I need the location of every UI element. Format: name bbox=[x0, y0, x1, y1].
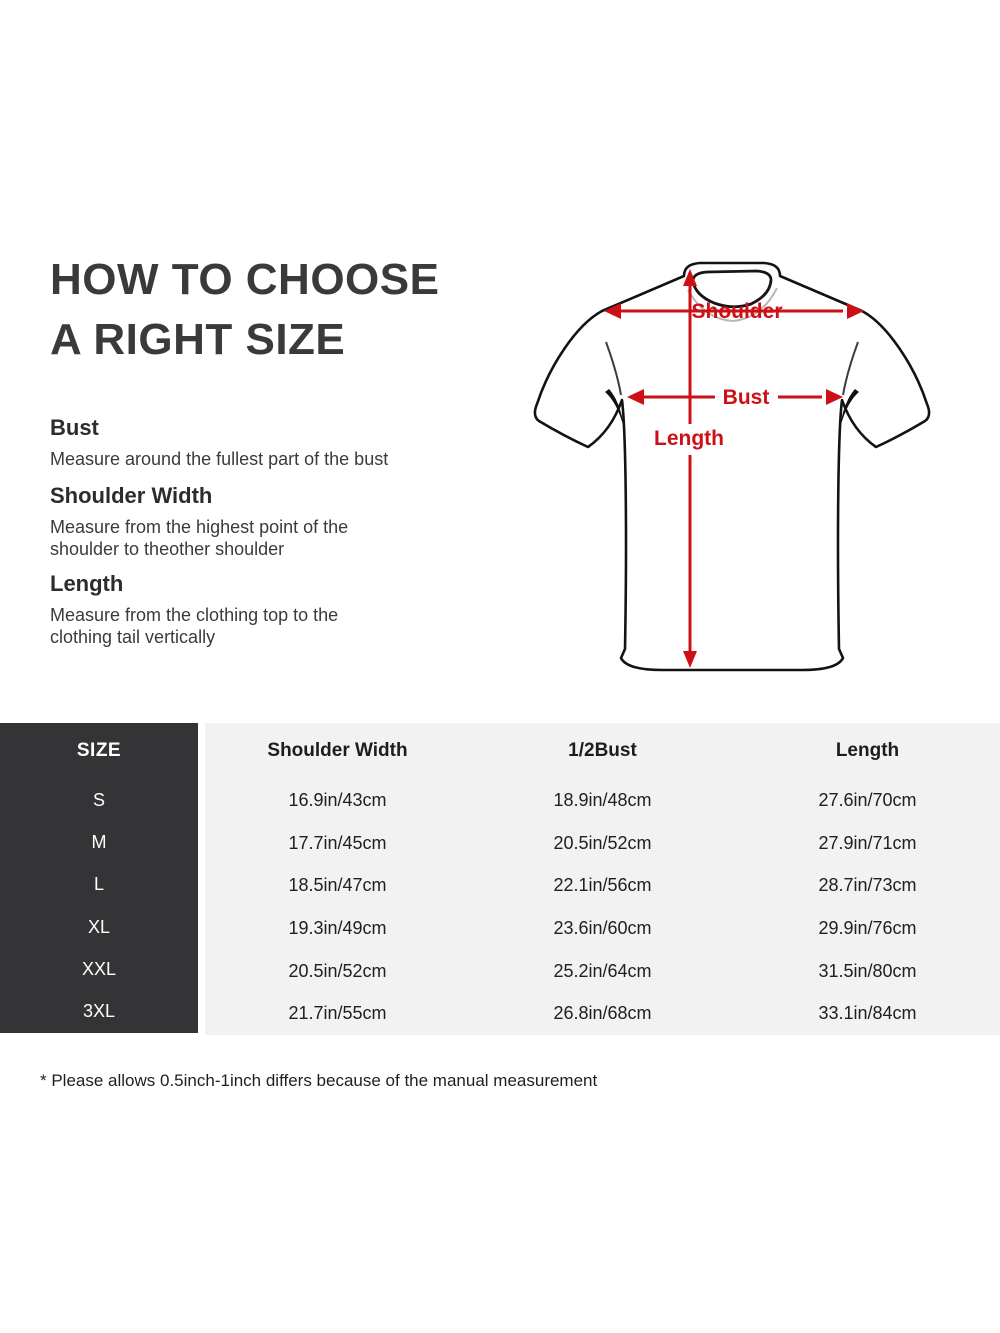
size-label-3xl: 3XL bbox=[82, 1001, 116, 1022]
page-title-line1: HOW TO CHOOSE bbox=[50, 255, 440, 304]
cell-length: 31.5in/80cm bbox=[818, 960, 917, 981]
tshirt-diagram bbox=[500, 240, 960, 680]
tshirt-outline bbox=[535, 263, 929, 670]
shoulder-arrow-label: Shoulder bbox=[691, 300, 783, 323]
cell-length: 28.7in/73cm bbox=[818, 875, 917, 896]
cell-shoulder-width: 19.3in/49cm bbox=[288, 917, 387, 938]
cell-length: 29.9in/76cm bbox=[818, 917, 917, 938]
size-label-xxl: XXL bbox=[81, 958, 117, 979]
table-row bbox=[205, 950, 1000, 993]
cell-half-bust: 20.5in/52cm bbox=[553, 832, 652, 853]
size-table-body bbox=[205, 723, 1000, 1035]
instruction-length bbox=[50, 571, 400, 648]
bust-arrow-label: Bust bbox=[722, 386, 770, 409]
column-header-length: Length bbox=[835, 740, 900, 761]
cell-half-bust: 22.1in/56cm bbox=[553, 875, 652, 896]
length-arrow-label: Length bbox=[654, 427, 724, 450]
instruction-length-text: Measure from the clothing top to the clothing tail vertically bbox=[50, 605, 339, 647]
instruction-bust bbox=[50, 415, 480, 470]
cell-half-bust: 26.8in/68cm bbox=[553, 1003, 652, 1024]
instruction-shoulder-text: Measure from the highest point of the shoulder to theother shoulder bbox=[50, 517, 349, 559]
size-label-xl: XL bbox=[87, 916, 111, 937]
cell-length: 33.1in/84cm bbox=[818, 1003, 917, 1024]
table-row bbox=[205, 779, 1000, 822]
table-row bbox=[205, 864, 1000, 907]
measurement-disclaimer: * Please allows 0.5inch-1inch differs because of the manual measurement bbox=[40, 1071, 598, 1090]
size-column-header: SIZE bbox=[76, 740, 122, 761]
cell-length: 27.9in/71cm bbox=[818, 832, 917, 853]
cell-shoulder-width: 21.7in/55cm bbox=[288, 1003, 387, 1024]
cell-half-bust: 25.2in/64cm bbox=[553, 960, 652, 981]
cell-half-bust: 18.9in/48cm bbox=[553, 789, 652, 810]
size-table-header-row bbox=[205, 723, 1000, 779]
cell-shoulder-width: 18.5in/47cm bbox=[288, 875, 387, 896]
page-title-line2: A RIGHT SIZE bbox=[50, 315, 346, 364]
column-header-shoulder-width: Shoulder Width bbox=[267, 740, 408, 761]
instruction-shoulder-width bbox=[50, 483, 405, 560]
cell-length: 27.6in/70cm bbox=[818, 789, 917, 810]
instruction-shoulder-heading: Shoulder Width bbox=[50, 483, 213, 508]
table-row bbox=[205, 907, 1000, 950]
size-table-size-column bbox=[0, 723, 198, 1033]
table-row bbox=[205, 992, 1000, 1035]
table-row bbox=[205, 822, 1000, 865]
instruction-bust-text: Measure around the fullest part of the bust bbox=[50, 449, 389, 469]
column-header-half-bust: 1/2Bust bbox=[568, 740, 637, 761]
size-label-s: S bbox=[92, 789, 105, 810]
cell-shoulder-width: 20.5in/52cm bbox=[288, 960, 387, 981]
instruction-length-heading: Length bbox=[50, 571, 124, 596]
cell-shoulder-width: 16.9in/43cm bbox=[288, 789, 387, 810]
cell-shoulder-width: 17.7in/45cm bbox=[288, 832, 387, 853]
instruction-bust-heading: Bust bbox=[50, 415, 99, 440]
cell-half-bust: 23.6in/60cm bbox=[553, 917, 652, 938]
size-label-m: M bbox=[91, 831, 107, 852]
page-title bbox=[50, 250, 439, 370]
size-label-l: L bbox=[93, 874, 104, 895]
